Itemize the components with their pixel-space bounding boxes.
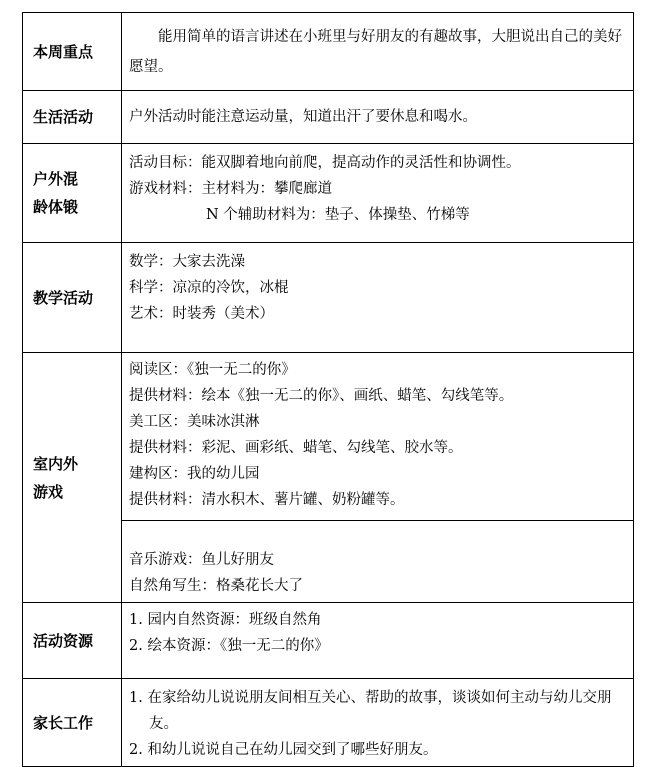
row-focus <box>23 13 634 91</box>
games-line: 自然角写生：格桑花长大了 <box>129 578 303 594</box>
row-label-life: 生活活动 <box>23 91 122 144</box>
row-content-outdoor <box>122 144 634 243</box>
outdoor-label-line-2: 龄体锻 <box>33 198 79 216</box>
row-content-resources <box>122 603 634 679</box>
row-life <box>23 91 634 144</box>
games-line: 阅读区：《独一无二的你》 <box>129 362 296 378</box>
teaching-line: 数学：大家去洗澡 <box>129 254 245 270</box>
row-content-teaching <box>122 243 634 353</box>
blank-line <box>129 521 627 547</box>
games-line: 提供材料：绘本《独一无二的你》、画纸、蜡笔、勾线笔等。 <box>129 388 514 404</box>
row-label-teaching: 教学活动 <box>23 243 122 353</box>
row-label-games <box>23 353 122 603</box>
resources-line: 1. 园内自然资源：班级自然角 <box>129 612 322 628</box>
outdoor-line: 游戏材料：主材料为：攀爬廊道 <box>129 181 332 197</box>
games-label-line-2: 游戏 <box>33 482 64 501</box>
outdoor-line: N 个辅助材料为：垫子、体操垫、竹梯等 <box>206 207 470 223</box>
games-line: 建构区：我的幼儿园 <box>129 466 260 482</box>
row-content-focus <box>122 13 634 91</box>
games-label-line-1: 室内外 <box>33 454 79 473</box>
games-line: 美工区：美味冰淇淋 <box>129 414 260 430</box>
resources-line: 2. 绘本资源：《独一无二的你》 <box>129 638 329 654</box>
row-content-games-outdoor <box>122 521 634 603</box>
outdoor-label-line-1: 户外混 <box>33 170 79 188</box>
row-resources <box>23 603 634 679</box>
row-parents <box>23 679 634 767</box>
games-line: 音乐游戏：鱼儿好朋友 <box>129 552 274 568</box>
row-games-indoor <box>23 353 634 521</box>
row-label-outdoor <box>23 144 122 243</box>
row-content-parents <box>122 679 634 767</box>
row-label-focus: 本周重点 <box>23 13 122 91</box>
games-line: 提供材料：清水积木、薯片罐、奶粉罐等。 <box>129 492 405 508</box>
life-text: 户外活动时能注意运动量，知道出汗了要休息和喝水。 <box>129 109 477 125</box>
teaching-line: 艺术：时装秀（美术） <box>129 306 274 322</box>
teaching-line: 科学：凉凉的冷饮，冰棍 <box>129 280 289 296</box>
row-content-games-indoor <box>122 353 634 521</box>
parents-line: 1. 在家给幼儿说说朋友间相互关心、帮助的故事，谈谈如何主动与幼儿交朋友。 <box>129 690 612 732</box>
weekly-plan-table <box>22 12 634 767</box>
focus-text: 能用简单的语言讲述在小班里与好朋友的有趣故事，大胆说出自己的美好愿望。 <box>129 28 622 75</box>
row-label-resources: 活动资源 <box>23 603 122 679</box>
outdoor-line: 活动目标：能双脚着地向前爬，提高动作的灵活性和协调性。 <box>129 155 521 171</box>
parents-line: 2. 和幼儿说说自己在幼儿园交到了哪些好朋友。 <box>129 742 438 758</box>
row-content-life <box>122 91 634 144</box>
row-outdoor <box>23 144 634 243</box>
row-teaching <box>23 243 634 353</box>
games-line: 提供材料：彩泥、画彩纸、蜡笔、勾线笔、胶水等。 <box>129 440 463 456</box>
row-label-parents: 家长工作 <box>23 679 122 767</box>
